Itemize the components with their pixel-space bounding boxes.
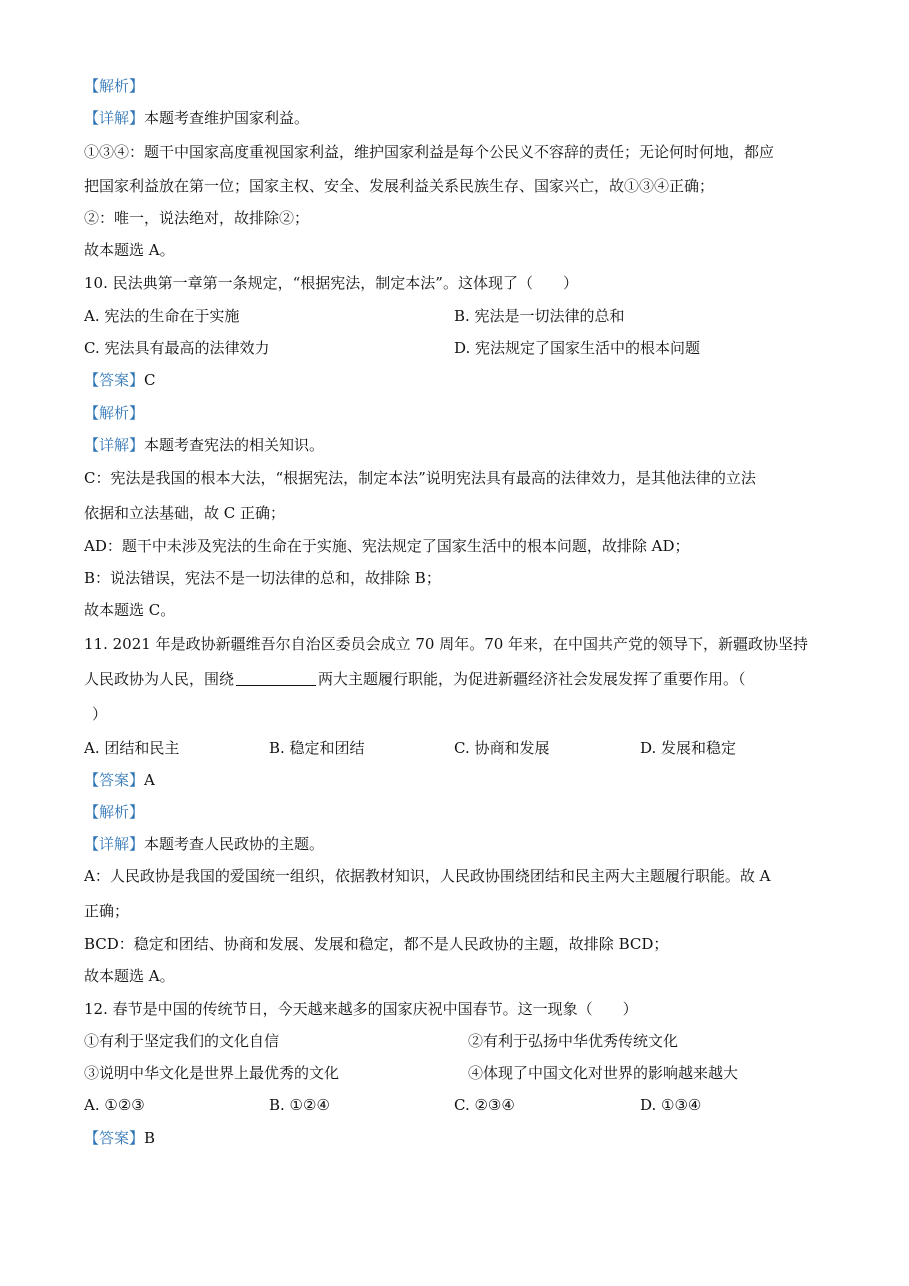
conclusion-line: 故本题选 A。	[84, 241, 175, 259]
explanation-line: 依据和立法基础，故 C 正确；	[84, 504, 286, 522]
answer-value: C	[144, 371, 156, 389]
explanation-line: A：人民政协是我国的爱国统一组织，依据教材知识，人民政协围绕团结和民主两大主题履行职能。故 A	[84, 867, 771, 885]
explanation-line: 正确；	[84, 902, 130, 920]
conclusion-line: 故本题选 A。	[84, 967, 175, 985]
detail-label: 【详解】	[84, 436, 145, 454]
explanation-line: BCD：稳定和团结、协商和发展、发展和稳定，都不是人民政协的主题，故排除 BCD；	[84, 935, 669, 953]
explanation-line: B：说法错误，宪法不是一切法律的总和，故排除 B；	[84, 569, 441, 587]
question-11-stem: ）	[92, 705, 108, 723]
analysis-label: 【解析】	[84, 404, 145, 422]
detail-text: 本题考查宪法的相关知识。	[144, 436, 325, 454]
answer-value: A	[144, 771, 155, 789]
question-10-stem: 10. 民法典第一章第一条规定，“根据宪法，制定本法”。这体现了（ ）	[84, 274, 578, 292]
detail-text: 本题考查维护国家利益。	[144, 109, 310, 127]
answer-line	[84, 1128, 155, 1148]
option-b: B. 稳定和团结	[269, 739, 365, 757]
explanation-line: 把国家利益放在第一位；国家主权、安全、发展利益关系民族生存、国家兴亡，故①③④正确；	[84, 177, 715, 195]
answer-value: B	[144, 1129, 156, 1147]
statement-4: ④体现了中国文化对世界的影响越来越大	[468, 1064, 739, 1082]
answer-label: 【答案】	[84, 1129, 145, 1147]
option-d: D. 宪法规定了国家生活中的根本问题	[454, 339, 701, 357]
statement-2: ②有利于弘扬中华优秀传统文化	[468, 1032, 679, 1050]
question-12-stem: 12. 春节是中国的传统节日，今天越来越多的国家庆祝中国春节。这一现象（ ）	[84, 1000, 638, 1018]
option-a: A. 宪法的生命在于实施	[84, 307, 240, 325]
analysis-label: 【解析】	[84, 803, 145, 821]
fill-blank	[236, 670, 316, 686]
answer-label: 【答案】	[84, 371, 145, 389]
answer-line	[84, 370, 156, 390]
detail-label: 【详解】	[84, 835, 145, 853]
stem-text: 两大主题履行职能，为促进新疆经济社会发展发挥了重要作用。（	[318, 670, 746, 688]
option-c: C. 协商和发展	[454, 739, 550, 757]
option-a: A. 团结和民主	[84, 739, 180, 757]
statement-1: ①有利于坚定我们的文化自信	[84, 1032, 280, 1050]
answer-label: 【答案】	[84, 771, 145, 789]
option-b: B. 宪法是一切法律的总和	[454, 307, 625, 325]
detail-line	[84, 435, 324, 455]
detail-text: 本题考查人民政协的主题。	[144, 835, 325, 853]
explanation-line: C：宪法是我国的根本大法，“根据宪法，制定本法”说明宪法具有最高的法律效力，是其他法律的立法	[84, 469, 756, 487]
detail-line	[84, 108, 309, 128]
option-c: C. ②③④	[454, 1096, 515, 1114]
option-b: B. ①②④	[269, 1096, 330, 1114]
stem-text: 人民政协为人民，围绕	[84, 670, 235, 688]
analysis-label: 【解析】	[84, 77, 145, 95]
option-a: A. ①②③	[84, 1096, 145, 1114]
option-d: D. ①③④	[640, 1096, 702, 1114]
question-11-stem	[84, 669, 746, 689]
detail-label: 【详解】	[84, 109, 145, 127]
explanation-line: AD：题干中未涉及宪法的生命在于实施、宪法规定了国家生活中的根本问题，故排除 AD；	[84, 537, 690, 555]
option-d: D. 发展和稳定	[640, 739, 737, 757]
answer-line	[84, 770, 155, 790]
option-c: C. 宪法具有最高的法律效力	[84, 339, 270, 357]
detail-line	[84, 834, 324, 854]
explanation-line: ②：唯一，说法绝对，故排除②；	[84, 209, 310, 227]
question-11-stem: 11. 2021 年是政协新疆维吾尔自治区委员会成立 70 周年。70 年来，在中国共产党的领导下，新疆政协坚持	[84, 635, 809, 653]
explanation-line: ①③④：题干中国家高度重视国家利益，维护国家利益是每个公民义不容辞的责任；无论何时何地，都应	[84, 143, 775, 161]
conclusion-line: 故本题选 C。	[84, 601, 176, 619]
statement-3: ③说明中华文化是世界上最优秀的文化	[84, 1064, 340, 1082]
